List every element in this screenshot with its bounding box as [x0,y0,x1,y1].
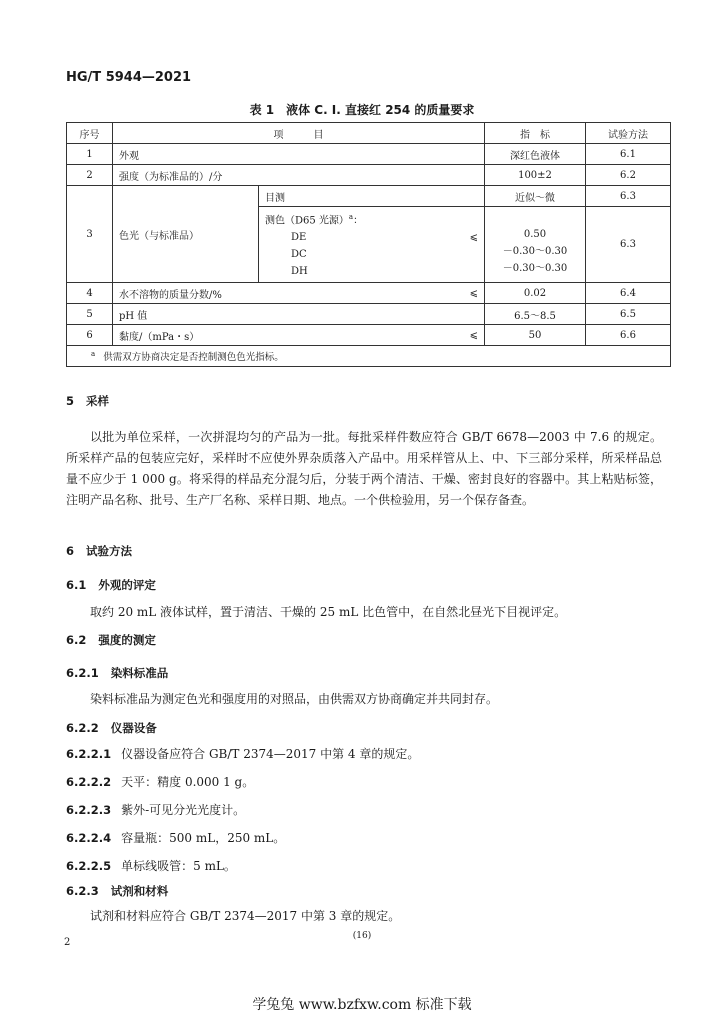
item-6-2-2-1: 6.2.2.1 仪器设备应符合 GB/T 2374—2017 中第 4 章的规定。 [66,747,420,761]
row-method: 6.3 [586,186,671,207]
row-item: 黏度/（mPa・s） ⩽ [113,325,485,346]
row-spec: 0.02 [485,283,586,304]
row-method: 6.2 [586,165,671,186]
row-no: 4 [67,283,113,304]
item-6-2-2-3: 6.2.2.3 紫外-可见分光光度计。 [66,803,246,817]
table-row [67,325,671,346]
section-6-2-2-heading: 6.2.2 仪器设备 [66,721,157,735]
watermark: 学兔兔 www.bzfxw.com 标准下载 [252,997,472,1013]
section-6-2-1-heading: 6.2.1 染料标准品 [66,666,169,680]
row-no: 5 [67,304,113,325]
section-6-2-1-text: 染料标准品为测定色光和强度用的对照品，由供需双方协商确定并共同封存。 [90,692,499,706]
standard-code: HG/T 5944—2021 [66,70,192,85]
row-spec: 100±2 [485,165,586,186]
row-spec: 50 [485,325,586,346]
table-title: 表 1 液体 C. I. 直接红 254 的质量要求 [249,103,475,117]
table-row [67,283,671,304]
row-item: 色光（与标准品） [113,186,259,283]
row-method: 6.6 [586,325,671,346]
section-6-heading: 6 试验方法 [66,544,133,558]
table-footnote: $^a$ 供需双方协商决定是否控制测色色光指标。 [67,346,671,367]
quality-requirements-table [66,122,671,367]
table-header-row [67,123,671,144]
page-number: 2 [64,937,71,948]
section-6-1-heading: 6.1 外观的评定 [66,578,156,592]
table-row [67,144,671,165]
row-no: 2 [67,165,113,186]
section-6-2-heading: 6.2 强度的测定 [66,633,156,647]
item-6-2-2-5: 6.2.2.5 单标线吸管：5 mL。 [66,859,236,873]
row-method: 6.3 [586,207,671,283]
header-no: 序号 [67,123,113,144]
section-6-2-3-heading: 6.2.3 试剂和材料 [66,884,169,898]
row-spec: 0.50 －0.30～0.30 －0.30～0.30 [485,207,586,283]
item-6-2-2-2: 6.2.2.2 天平：精度 0.000 1 g。 [66,775,255,789]
table-row [67,165,671,186]
item-6-2-2-4: 6.2.2.4 容量瓶：500 mL，250 mL。 [66,831,286,845]
section-6-1-text: 取约 20 mL 液体试样，置于清洁、干燥的 25 mL 比色管中，在自然北昼光下目视评定。 [90,605,567,619]
sub-item-measured: 测色（D65 光源）$^a$： DE ⩽ DC DH [259,207,485,283]
row-no: 3 [67,186,113,283]
header-item: 项 目 [113,123,485,144]
table-row [67,186,671,207]
section-6-2-3-text: 试剂和材料应符合 GB/T 2374—2017 中第 3 章的规定。 [90,909,401,923]
row-spec: 近似～微 [485,186,586,207]
table-footnote-row [67,346,671,367]
section-5-heading: 5 采样 [66,394,110,408]
row-method: 6.4 [586,283,671,304]
row-method: 6.1 [586,144,671,165]
row-item: 水不溶物的质量分数/% ⩽ [113,283,485,304]
row-spec: 6.5～8.5 [485,304,586,325]
page-sequence: (16) [352,931,372,941]
row-no: 6 [67,325,113,346]
section-5-text: 以批为单位采样，一次拼混均匀的产品为一批。每批采样件数应符合 GB/T 6678—2003 中 7.6 的规定。所采样产品的包装应完好，采样时不应使外界杂质落入产品中。用采样管从上、中、下三部分采样，所采样品总量不应少于 1 000 g。将采得的样品充分混匀后，分装于两个清洁、干燥、密封良好的容器中。其上粘贴标签，注明产品名称、批号、生产厂名称、采样日期、地点。一个供检验用，另一个保存备查。 [66,430,662,507]
row-item: pH 值 [113,304,485,325]
header-method: 试验方法 [586,123,671,144]
row-item: 外观 [113,144,485,165]
row-spec: 深红色液体 [485,144,586,165]
sub-item-visual: 目测 [259,186,485,207]
row-no: 1 [67,144,113,165]
row-method: 6.5 [586,304,671,325]
table-row [67,304,671,325]
header-spec: 指 标 [485,123,586,144]
row-item: 强度（为标准品的）/分 [113,165,485,186]
